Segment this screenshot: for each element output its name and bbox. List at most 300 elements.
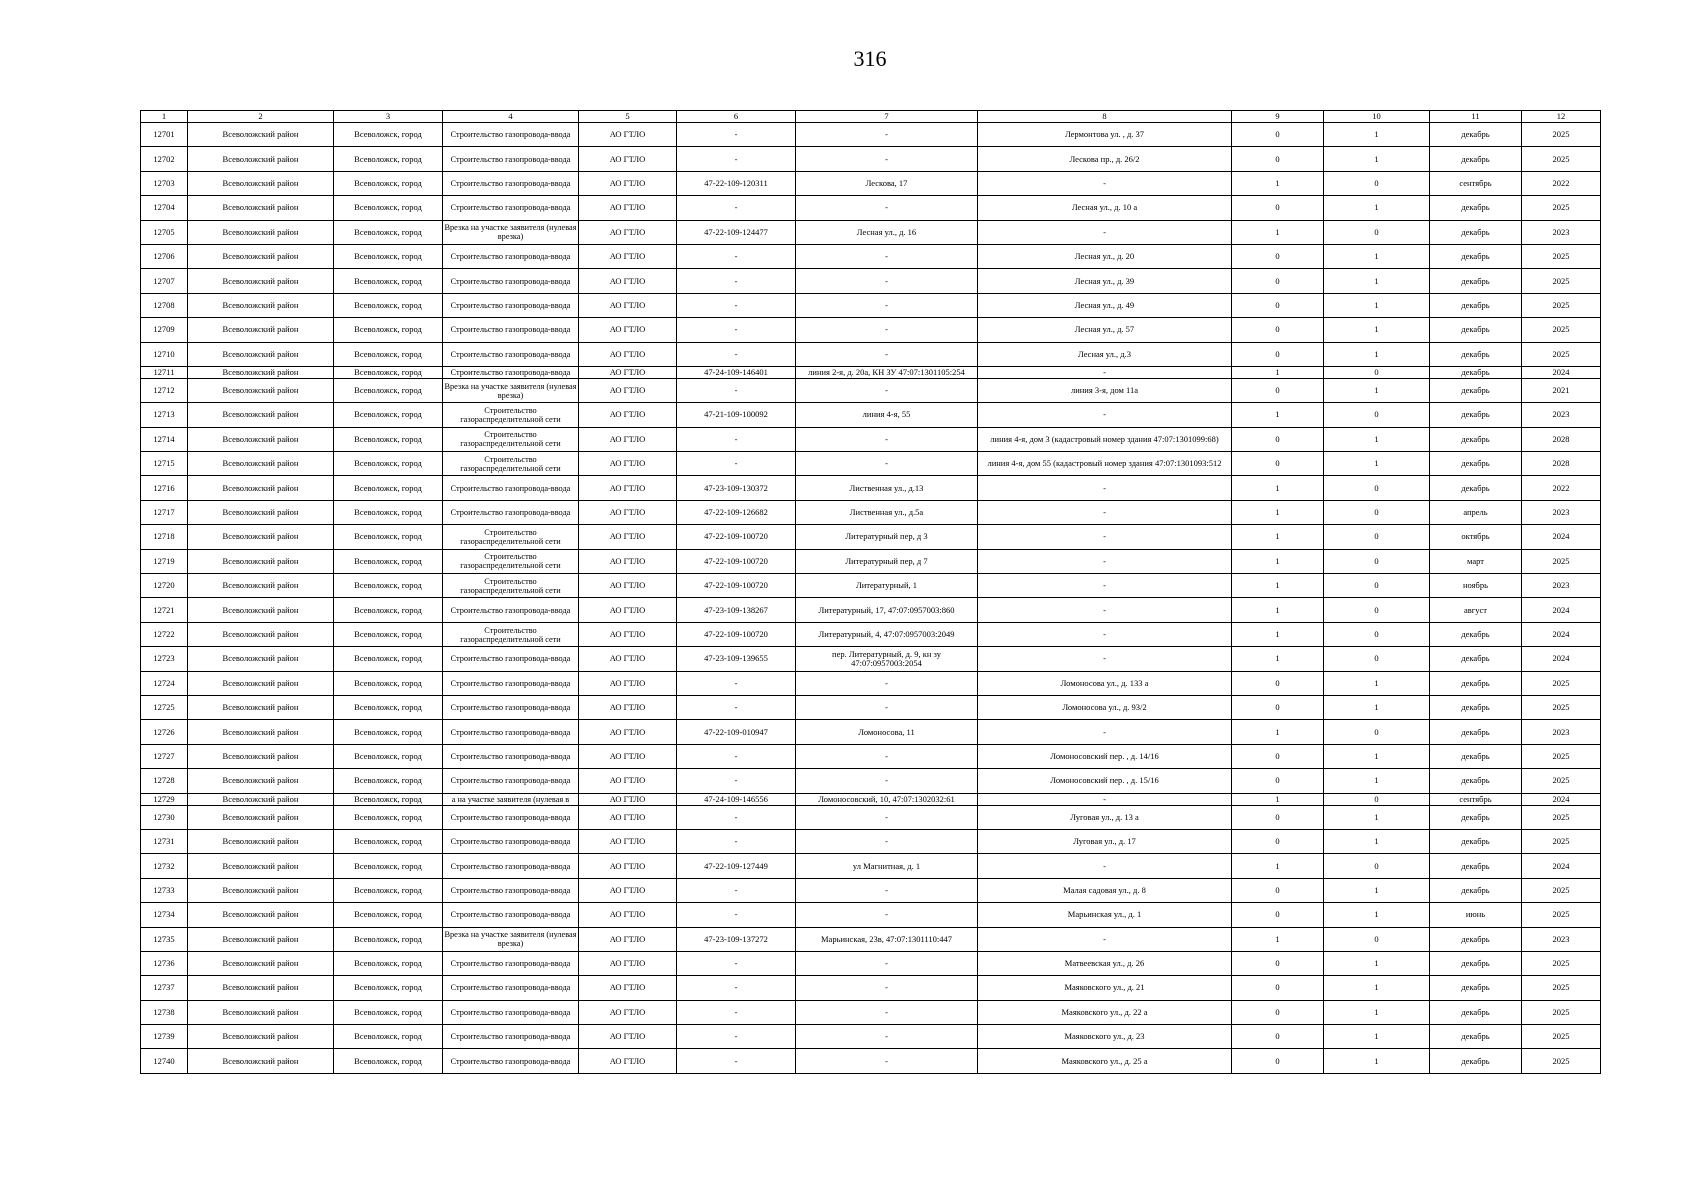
cell-col-4: Строительство газопровода-ввода xyxy=(443,671,579,695)
cell-col-5: АО ГТЛО xyxy=(579,244,677,268)
cell-col-5: АО ГТЛО xyxy=(579,196,677,220)
cell-col-7: - xyxy=(796,244,978,268)
table-row xyxy=(141,720,1601,744)
cell-col-5: АО ГТЛО xyxy=(579,123,677,147)
cell-col-7: - xyxy=(796,829,978,853)
cell-col-4: Строительство газопровода-ввода xyxy=(443,1025,579,1049)
cell-col-9: 0 xyxy=(1232,269,1324,293)
cell-col-9: 1 xyxy=(1232,171,1324,195)
cell-col-3: Всеволожск, город xyxy=(334,269,443,293)
cell-col-8: - xyxy=(978,622,1232,646)
cell-col-10: 0 xyxy=(1324,171,1430,195)
cell-col-11: декабрь xyxy=(1430,622,1522,646)
cell-col-1: 12706 xyxy=(141,244,188,268)
cell-col-10: 0 xyxy=(1324,549,1430,573)
cell-col-1: 12709 xyxy=(141,318,188,342)
table-row xyxy=(141,123,1601,147)
cell-col-6: - xyxy=(677,318,796,342)
cell-col-1: 12721 xyxy=(141,598,188,622)
table-row xyxy=(141,318,1601,342)
cell-col-11: декабрь xyxy=(1430,1049,1522,1073)
cell-col-9: 0 xyxy=(1232,452,1324,476)
table-row xyxy=(141,878,1601,902)
cell-col-3: Всеволожск, город xyxy=(334,123,443,147)
cell-col-9: 0 xyxy=(1232,147,1324,171)
cell-col-4: а на участке заявителя (нулевая в xyxy=(443,793,579,805)
cell-col-5: АО ГТЛО xyxy=(579,1025,677,1049)
table-row xyxy=(141,342,1601,366)
cell-col-2: Всеволожский район xyxy=(188,549,334,573)
cell-col-3: Всеволожск, город xyxy=(334,805,443,829)
cell-col-1: 12729 xyxy=(141,793,188,805)
cell-col-2: Всеволожский район xyxy=(188,829,334,853)
cell-col-4: Строительство газораспределительной сети xyxy=(443,549,579,573)
cell-col-1: 12727 xyxy=(141,744,188,768)
cell-col-12: 2028 xyxy=(1522,427,1601,451)
column-number-7: 7 xyxy=(796,111,978,123)
cell-col-5: АО ГТЛО xyxy=(579,342,677,366)
cell-col-11: декабрь xyxy=(1430,342,1522,366)
cell-col-5: АО ГТЛО xyxy=(579,976,677,1000)
cell-col-7: - xyxy=(796,769,978,793)
cell-col-2: Всеволожский район xyxy=(188,366,334,378)
cell-col-6: 47-23-109-138267 xyxy=(677,598,796,622)
cell-col-4: Строительство газопровода-ввода xyxy=(443,293,579,317)
cell-col-3: Всеволожск, город xyxy=(334,744,443,768)
cell-col-4: Врезка на участке заявителя (нулевая врезка) xyxy=(443,378,579,402)
cell-col-2: Всеволожский район xyxy=(188,378,334,402)
cell-col-11: декабрь xyxy=(1430,147,1522,171)
cell-col-7: ул Магнитная, д. 1 xyxy=(796,854,978,878)
cell-col-1: 12734 xyxy=(141,903,188,927)
cell-col-11: декабрь xyxy=(1430,1000,1522,1024)
cell-col-9: 1 xyxy=(1232,720,1324,744)
cell-col-4: Строительство газопровода-ввода xyxy=(443,744,579,768)
cell-col-1: 12728 xyxy=(141,769,188,793)
cell-col-8: Маяковского ул., д. 25 а xyxy=(978,1049,1232,1073)
cell-col-6: 47-24-109-146556 xyxy=(677,793,796,805)
cell-col-7: Лесная ул., д. 16 xyxy=(796,220,978,244)
cell-col-6: - xyxy=(677,769,796,793)
cell-col-6: 47-22-109-100720 xyxy=(677,574,796,598)
cell-col-12: 2023 xyxy=(1522,574,1601,598)
cell-col-11: декабрь xyxy=(1430,196,1522,220)
cell-col-9: 0 xyxy=(1232,951,1324,975)
cell-col-3: Всеволожск, город xyxy=(334,671,443,695)
cell-col-5: АО ГТЛО xyxy=(579,525,677,549)
cell-col-2: Всеволожский район xyxy=(188,574,334,598)
cell-col-3: Всеволожск, город xyxy=(334,647,443,671)
cell-col-7: - xyxy=(796,744,978,768)
cell-col-4: Строительство газопровода-ввода xyxy=(443,366,579,378)
cell-col-2: Всеволожский район xyxy=(188,342,334,366)
cell-col-8: Ломоносова ул., д. 93/2 xyxy=(978,695,1232,719)
cell-col-6: - xyxy=(677,829,796,853)
cell-col-4: Строительство газопровода-ввода xyxy=(443,598,579,622)
cell-col-10: 0 xyxy=(1324,720,1430,744)
cell-col-10: 1 xyxy=(1324,269,1430,293)
cell-col-5: АО ГТЛО xyxy=(579,403,677,427)
cell-col-2: Всеволожский район xyxy=(188,525,334,549)
cell-col-3: Всеволожск, город xyxy=(334,878,443,902)
cell-col-10: 1 xyxy=(1324,695,1430,719)
cell-col-12: 2025 xyxy=(1522,123,1601,147)
cell-col-4: Строительство газопровода-ввода xyxy=(443,854,579,878)
cell-col-3: Всеволожск, город xyxy=(334,1049,443,1073)
cell-col-1: 12738 xyxy=(141,1000,188,1024)
cell-col-12: 2024 xyxy=(1522,622,1601,646)
cell-col-12: 2025 xyxy=(1522,976,1601,1000)
cell-col-4: Строительство газопровода-ввода xyxy=(443,1000,579,1024)
cell-col-6: 47-22-109-100720 xyxy=(677,525,796,549)
cell-col-4: Строительство газораспределительной сети xyxy=(443,427,579,451)
cell-col-10: 1 xyxy=(1324,244,1430,268)
cell-col-5: АО ГТЛО xyxy=(579,269,677,293)
cell-col-1: 12720 xyxy=(141,574,188,598)
cell-col-5: АО ГТЛО xyxy=(579,293,677,317)
table-row xyxy=(141,622,1601,646)
cell-col-6: - xyxy=(677,196,796,220)
cell-col-6: - xyxy=(677,452,796,476)
cell-col-3: Всеволожск, город xyxy=(334,525,443,549)
cell-col-11: декабрь xyxy=(1430,427,1522,451)
cell-col-9: 1 xyxy=(1232,549,1324,573)
cell-col-7: - xyxy=(796,147,978,171)
cell-col-4: Строительство газораспределительной сети xyxy=(443,525,579,549)
cell-col-11: декабрь xyxy=(1430,695,1522,719)
cell-col-11: декабрь xyxy=(1430,769,1522,793)
cell-col-10: 0 xyxy=(1324,793,1430,805)
cell-col-8: - xyxy=(978,171,1232,195)
cell-col-1: 12705 xyxy=(141,220,188,244)
cell-col-6: - xyxy=(677,903,796,927)
cell-col-1: 12732 xyxy=(141,854,188,878)
cell-col-3: Всеволожск, город xyxy=(334,427,443,451)
cell-col-8: Луговая ул., д. 13 а xyxy=(978,805,1232,829)
cell-col-8: Маяковского ул., д. 22 а xyxy=(978,1000,1232,1024)
cell-col-11: октябрь xyxy=(1430,525,1522,549)
cell-col-11: декабрь xyxy=(1430,976,1522,1000)
cell-col-12: 2022 xyxy=(1522,476,1601,500)
cell-col-4: Строительство газопровода-ввода xyxy=(443,244,579,268)
cell-col-10: 0 xyxy=(1324,403,1430,427)
column-number-5: 5 xyxy=(579,111,677,123)
cell-col-7: - xyxy=(796,1025,978,1049)
cell-col-10: 1 xyxy=(1324,1025,1430,1049)
cell-col-12: 2025 xyxy=(1522,342,1601,366)
table-row xyxy=(141,378,1601,402)
cell-col-5: АО ГТЛО xyxy=(579,695,677,719)
cell-col-10: 1 xyxy=(1324,123,1430,147)
cell-col-7: - xyxy=(796,903,978,927)
cell-col-11: декабрь xyxy=(1430,647,1522,671)
cell-col-3: Всеволожск, город xyxy=(334,1025,443,1049)
cell-col-5: АО ГТЛО xyxy=(579,769,677,793)
cell-col-12: 2025 xyxy=(1522,269,1601,293)
cell-col-5: АО ГТЛО xyxy=(579,549,677,573)
table-row xyxy=(141,1049,1601,1073)
cell-col-10: 1 xyxy=(1324,976,1430,1000)
cell-col-10: 1 xyxy=(1324,378,1430,402)
cell-col-6: 47-21-109-100092 xyxy=(677,403,796,427)
cell-col-2: Всеволожский район xyxy=(188,744,334,768)
table-row xyxy=(141,403,1601,427)
cell-col-4: Строительство газораспределительной сети xyxy=(443,452,579,476)
cell-col-3: Всеволожск, город xyxy=(334,378,443,402)
cell-col-1: 12701 xyxy=(141,123,188,147)
cell-col-5: АО ГТЛО xyxy=(579,744,677,768)
cell-col-6: - xyxy=(677,427,796,451)
column-number-8: 8 xyxy=(978,111,1232,123)
cell-col-6: 47-22-109-124477 xyxy=(677,220,796,244)
cell-col-3: Всеволожск, город xyxy=(334,793,443,805)
cell-col-9: 0 xyxy=(1232,878,1324,902)
cell-col-5: АО ГТЛО xyxy=(579,452,677,476)
cell-col-5: АО ГТЛО xyxy=(579,805,677,829)
cell-col-5: АО ГТЛО xyxy=(579,927,677,951)
cell-col-1: 12712 xyxy=(141,378,188,402)
cell-col-3: Всеволожск, город xyxy=(334,951,443,975)
cell-col-12: 2025 xyxy=(1522,769,1601,793)
column-number-10: 10 xyxy=(1324,111,1430,123)
table-row xyxy=(141,1025,1601,1049)
cell-col-5: АО ГТЛО xyxy=(579,171,677,195)
cell-col-8: - xyxy=(978,647,1232,671)
cell-col-5: АО ГТЛО xyxy=(579,366,677,378)
cell-col-2: Всеволожский район xyxy=(188,720,334,744)
cell-col-5: АО ГТЛО xyxy=(579,574,677,598)
cell-col-11: сентябрь xyxy=(1430,171,1522,195)
cell-col-1: 12726 xyxy=(141,720,188,744)
cell-col-1: 12704 xyxy=(141,196,188,220)
cell-col-7: - xyxy=(796,452,978,476)
cell-col-1: 12717 xyxy=(141,500,188,524)
table-row xyxy=(141,171,1601,195)
cell-col-8: - xyxy=(978,500,1232,524)
cell-col-7: - xyxy=(796,427,978,451)
cell-col-5: АО ГТЛО xyxy=(579,854,677,878)
cell-col-9: 0 xyxy=(1232,342,1324,366)
table-row xyxy=(141,598,1601,622)
page-number: 316 xyxy=(853,46,887,71)
cell-col-3: Всеволожск, город xyxy=(334,549,443,573)
table-row xyxy=(141,793,1601,805)
cell-col-10: 0 xyxy=(1324,927,1430,951)
cell-col-1: 12702 xyxy=(141,147,188,171)
cell-col-6: 47-23-109-137272 xyxy=(677,927,796,951)
table-row xyxy=(141,854,1601,878)
cell-col-6: - xyxy=(677,976,796,1000)
cell-col-8: - xyxy=(978,927,1232,951)
cell-col-2: Всеволожский район xyxy=(188,147,334,171)
cell-col-6: - xyxy=(677,951,796,975)
cell-col-8: линия 4-я, дом 55 (кадастровый номер здания 47:07:1301093:512 xyxy=(978,452,1232,476)
table-row xyxy=(141,427,1601,451)
cell-col-11: декабрь xyxy=(1430,403,1522,427)
cell-col-5: АО ГТЛО xyxy=(579,903,677,927)
cell-col-8: линия 3-я, дом 11а xyxy=(978,378,1232,402)
cell-col-6: - xyxy=(677,293,796,317)
cell-col-11: декабрь xyxy=(1430,318,1522,342)
cell-col-4: Строительство газораспределительной сети xyxy=(443,622,579,646)
cell-col-11: декабрь xyxy=(1430,366,1522,378)
cell-col-8: Лесная ул., д. 49 xyxy=(978,293,1232,317)
cell-col-2: Всеволожский район xyxy=(188,903,334,927)
cell-col-2: Всеволожский район xyxy=(188,452,334,476)
cell-col-9: 0 xyxy=(1232,829,1324,853)
cell-col-9: 1 xyxy=(1232,793,1324,805)
cell-col-7: Лескова, 17 xyxy=(796,171,978,195)
cell-col-5: АО ГТЛО xyxy=(579,318,677,342)
cell-col-2: Всеволожский район xyxy=(188,220,334,244)
cell-col-10: 1 xyxy=(1324,318,1430,342)
cell-col-2: Всеволожский район xyxy=(188,403,334,427)
cell-col-2: Всеволожский район xyxy=(188,951,334,975)
table-row xyxy=(141,744,1601,768)
cell-col-4: Строительство газопровода-ввода xyxy=(443,903,579,927)
cell-col-10: 0 xyxy=(1324,854,1430,878)
cell-col-11: апрель xyxy=(1430,500,1522,524)
table-row xyxy=(141,1000,1601,1024)
cell-col-9: 0 xyxy=(1232,293,1324,317)
cell-col-5: АО ГТЛО xyxy=(579,427,677,451)
cell-col-3: Всеволожск, город xyxy=(334,695,443,719)
cell-col-3: Всеволожск, город xyxy=(334,1000,443,1024)
cell-col-6: - xyxy=(677,671,796,695)
cell-col-12: 2025 xyxy=(1522,549,1601,573)
cell-col-4: Строительство газопровода-ввода xyxy=(443,318,579,342)
table-row xyxy=(141,500,1601,524)
table-row xyxy=(141,903,1601,927)
cell-col-9: 1 xyxy=(1232,403,1324,427)
cell-col-10: 1 xyxy=(1324,951,1430,975)
cell-col-9: 1 xyxy=(1232,500,1324,524)
cell-col-4: Строительство газопровода-ввода xyxy=(443,1049,579,1073)
cell-col-12: 2025 xyxy=(1522,744,1601,768)
cell-col-1: 12722 xyxy=(141,622,188,646)
cell-col-7: - xyxy=(796,318,978,342)
cell-col-11: декабрь xyxy=(1430,220,1522,244)
cell-col-2: Всеволожский район xyxy=(188,500,334,524)
cell-col-4: Строительство газопровода-ввода xyxy=(443,878,579,902)
cell-col-10: 1 xyxy=(1324,147,1430,171)
cell-col-1: 12707 xyxy=(141,269,188,293)
cell-col-7: Лиственная ул., д.13 xyxy=(796,476,978,500)
cell-col-2: Всеволожский район xyxy=(188,1025,334,1049)
cell-col-12: 2021 xyxy=(1522,378,1601,402)
cell-col-3: Всеволожск, город xyxy=(334,293,443,317)
cell-col-5: АО ГТЛО xyxy=(579,720,677,744)
cell-col-11: июнь xyxy=(1430,903,1522,927)
cell-col-5: АО ГТЛО xyxy=(579,793,677,805)
cell-col-11: декабрь xyxy=(1430,378,1522,402)
cell-col-4: Врезка на участке заявителя (нулевая врезка) xyxy=(443,220,579,244)
table-row xyxy=(141,269,1601,293)
cell-col-10: 1 xyxy=(1324,452,1430,476)
cell-col-11: декабрь xyxy=(1430,476,1522,500)
cell-col-8: Лесная ул., д. 57 xyxy=(978,318,1232,342)
cell-col-4: Строительство газопровода-ввода xyxy=(443,976,579,1000)
cell-col-11: ноябрь xyxy=(1430,574,1522,598)
cell-col-12: 2024 xyxy=(1522,525,1601,549)
cell-col-2: Всеволожский район xyxy=(188,293,334,317)
cell-col-5: АО ГТЛО xyxy=(579,598,677,622)
table-row xyxy=(141,366,1601,378)
cell-col-9: 0 xyxy=(1232,805,1324,829)
cell-col-6: - xyxy=(677,805,796,829)
cell-col-12: 2023 xyxy=(1522,500,1601,524)
cell-col-7: - xyxy=(796,976,978,1000)
table-row xyxy=(141,829,1601,853)
cell-col-3: Всеволожск, город xyxy=(334,244,443,268)
cell-col-9: 0 xyxy=(1232,1025,1324,1049)
cell-col-1: 12723 xyxy=(141,647,188,671)
cell-col-9: 0 xyxy=(1232,244,1324,268)
cell-col-7: Литературный, 1 xyxy=(796,574,978,598)
cell-col-11: декабрь xyxy=(1430,878,1522,902)
cell-col-11: декабрь xyxy=(1430,951,1522,975)
cell-col-6: - xyxy=(677,744,796,768)
cell-col-12: 2024 xyxy=(1522,793,1601,805)
cell-col-11: декабрь xyxy=(1430,269,1522,293)
table-row xyxy=(141,976,1601,1000)
cell-col-11: декабрь xyxy=(1430,854,1522,878)
cell-col-4: Строительство газопровода-ввода xyxy=(443,769,579,793)
cell-col-12: 2024 xyxy=(1522,647,1601,671)
cell-col-12: 2028 xyxy=(1522,452,1601,476)
cell-col-1: 12716 xyxy=(141,476,188,500)
cell-col-12: 2022 xyxy=(1522,171,1601,195)
cell-col-6: - xyxy=(677,269,796,293)
cell-col-10: 1 xyxy=(1324,1049,1430,1073)
table-row xyxy=(141,927,1601,951)
table-row xyxy=(141,452,1601,476)
cell-col-8: Лесная ул., д. 39 xyxy=(978,269,1232,293)
cell-col-10: 0 xyxy=(1324,622,1430,646)
cell-col-10: 0 xyxy=(1324,525,1430,549)
cell-col-4: Строительство газопровода-ввода xyxy=(443,951,579,975)
cell-col-7: - xyxy=(796,269,978,293)
cell-col-8: Лесная ул., д. 10 а xyxy=(978,196,1232,220)
cell-col-8: - xyxy=(978,525,1232,549)
cell-col-6: 47-23-109-139655 xyxy=(677,647,796,671)
cell-col-3: Всеволожск, город xyxy=(334,598,443,622)
cell-col-1: 12715 xyxy=(141,452,188,476)
cell-col-1: 12735 xyxy=(141,927,188,951)
cell-col-9: 0 xyxy=(1232,903,1324,927)
cell-col-4: Строительство газопровода-ввода xyxy=(443,342,579,366)
cell-col-11: декабрь xyxy=(1430,293,1522,317)
cell-col-4: Строительство газопровода-ввода xyxy=(443,476,579,500)
cell-col-12: 2025 xyxy=(1522,318,1601,342)
cell-col-7: Литературный пер, д 3 xyxy=(796,525,978,549)
cell-col-5: АО ГТЛО xyxy=(579,378,677,402)
cell-col-6: - xyxy=(677,695,796,719)
cell-col-7: Ломоносовский, 10, 47:07:1302032:61 xyxy=(796,793,978,805)
cell-col-1: 12739 xyxy=(141,1025,188,1049)
cell-col-10: 0 xyxy=(1324,598,1430,622)
cell-col-7: - xyxy=(796,951,978,975)
cell-col-9: 0 xyxy=(1232,769,1324,793)
cell-col-10: 0 xyxy=(1324,476,1430,500)
cell-col-9: 0 xyxy=(1232,427,1324,451)
cell-col-9: 1 xyxy=(1232,525,1324,549)
cell-col-12: 2025 xyxy=(1522,829,1601,853)
cell-col-12: 2025 xyxy=(1522,878,1601,902)
cell-col-3: Всеволожск, город xyxy=(334,196,443,220)
cell-col-2: Всеволожский район xyxy=(188,671,334,695)
cell-col-6: - xyxy=(677,123,796,147)
